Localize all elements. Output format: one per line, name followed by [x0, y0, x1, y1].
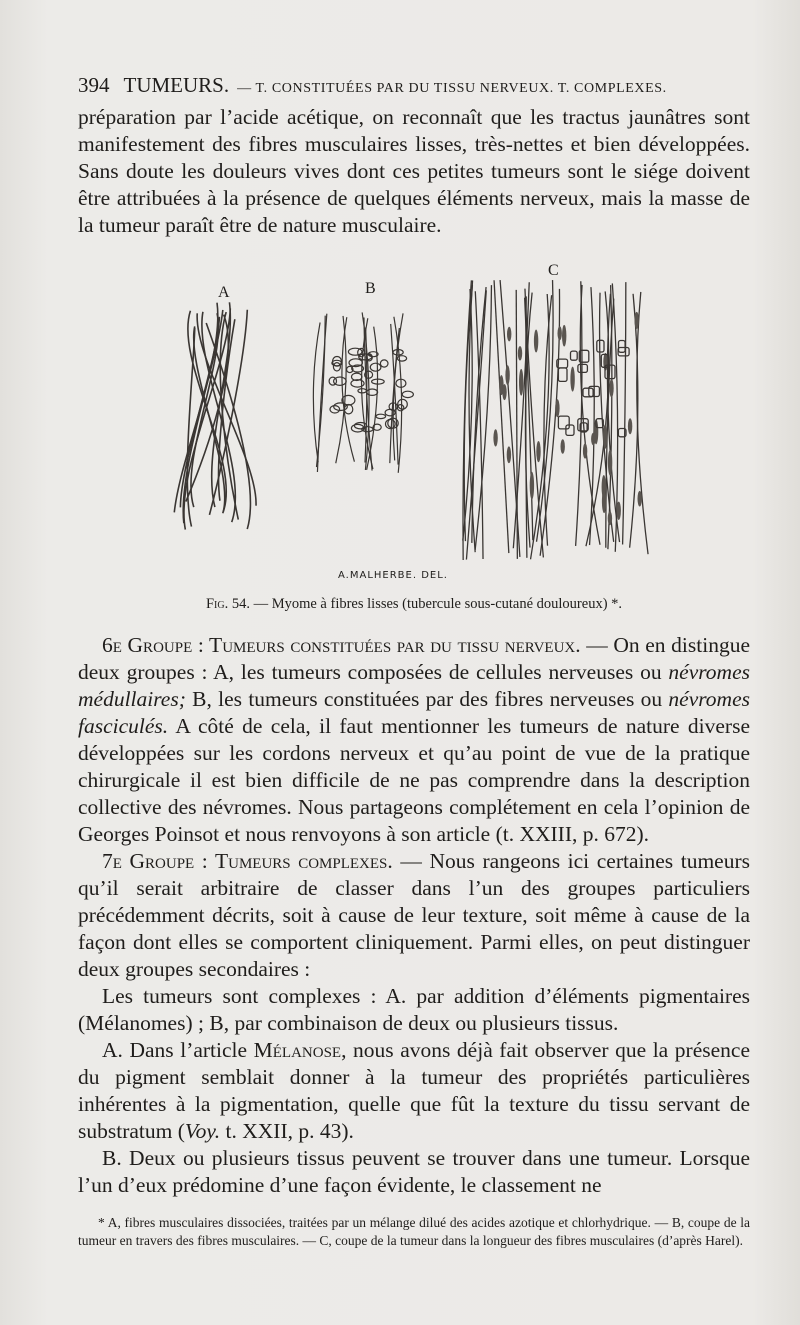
figure-54-illustration — [150, 260, 670, 580]
figure-caption — [78, 594, 750, 614]
figure-label-a: A — [218, 284, 230, 301]
paragraph-continuation — [78, 104, 750, 239]
section-7-heading: 7e Groupe : Tumeurs complexes. — [102, 849, 393, 873]
figure-b-cross-section — [313, 312, 413, 472]
footnote-text: * A, fibres musculaires dissociées, traitées par un mélange dilué des acides azotique et chlorhydrique. — B, coupe de la tumeur en travers des fibres musculaires. — C, coupe de la tumeur dans la longueur des fibres musculaires (d’après Harel). — [78, 1215, 750, 1248]
section-7-paragraph: 7e Groupe : Tumeurs complexes. — Nous rangeons ici certaines tumeurs qu’il serait arbitraire de classer dans l’un des groupes particuliers précédemment décrits, soit à cause de leur texture, soit même à cause de la façon dont elles se comportent cliniquement. Parmi elles, on peut distinguer deux groupes secondaires : — [78, 849, 750, 981]
header-title: TUMEURS. — [123, 73, 230, 97]
figure-a-dissociated-fibres — [174, 302, 256, 529]
figure-c-longitudinal-section — [463, 280, 648, 560]
main-text — [78, 632, 750, 1199]
term-nevromes-medullaires: névromes médullaires; — [78, 660, 750, 711]
paragraph-complexes: Les tumeurs sont complexes : A. par addition d’éléments pigmentaires (Mélanomes) ; B, par combinaison de deux ou plusieurs tissus. — [78, 984, 750, 1035]
histology-drawing — [150, 260, 670, 580]
cross-reference: Mélanose — [253, 1038, 342, 1062]
illustrator-credit: A.MALHERBE. DEL. — [338, 570, 448, 581]
header-subtitle: — T. CONSTITUÉES PAR DU TISSU NERVEUX. T. COMPLEXES. — [237, 81, 667, 96]
running-header — [78, 72, 718, 98]
figure-label-b: B — [365, 280, 376, 297]
section-6-heading: 6e Groupe : Tumeurs constituées par du tissu nerveux. — [102, 633, 581, 657]
paragraph-b: B. Deux ou plusieurs tissus peuvent se trouver dans une tumeur. Lorsque l’un d’eux prédomine d’une façon évidente, le classement ne — [78, 1146, 750, 1197]
term-nevromes-fascicules: névromes fasciculés. — [78, 687, 750, 738]
paragraph-text: préparation par l’acide acétique, on reconnaît que les tractus jaunâtres sont manifestement des fibres musculaires lisses, très-nettes et bien développées. Sans doute les douleurs vives dont ces petites tumeurs sont le siége doivent être attribuées à la présence de quelques éléments nerveux, mais la masse de la tumeur paraît être de nature musculaire. — [78, 105, 750, 237]
page-number: 394 — [78, 73, 110, 97]
caption-text: — Myome à fibres lisses (tubercule sous-cutané douloureux) *. — [253, 596, 623, 612]
paragraph-a: A. Dans l’article Mélanose, nous avons déjà fait observer que la présence du pigment semblait donner à la tumeur des propriétés particulières inhérentes à la pigmentation, quelle que fût la texture du tissu servant de substratum (Voy. t. XXII, p. 43). — [78, 1038, 750, 1143]
footnote — [78, 1214, 750, 1250]
section-6-paragraph: 6e Groupe : Tumeurs constituées par du tissu nerveux. — On en distingue deux groupes : A, les tumeurs composées de cellules nerveuses ou névromes médullaires; B, les tumeurs constituées par des fibres nerveuses ou névromes fasciculés. A côté de cela, il faut mentionner les tumeurs de nature diverse développées sur les cordons nerveux et qu’au point de vue de la pratique chirurgicale il est bien difficile de ne pas comprendre dans la description collective des névromes. Nous partageons complétement en cela l’opinion de Georges Poinsot et nous renvoyons à son article (t. XXIII, p. 672). — [78, 633, 751, 846]
caption-label: Fig. 54. — [205, 596, 250, 612]
figure-label-c: C — [548, 262, 559, 279]
